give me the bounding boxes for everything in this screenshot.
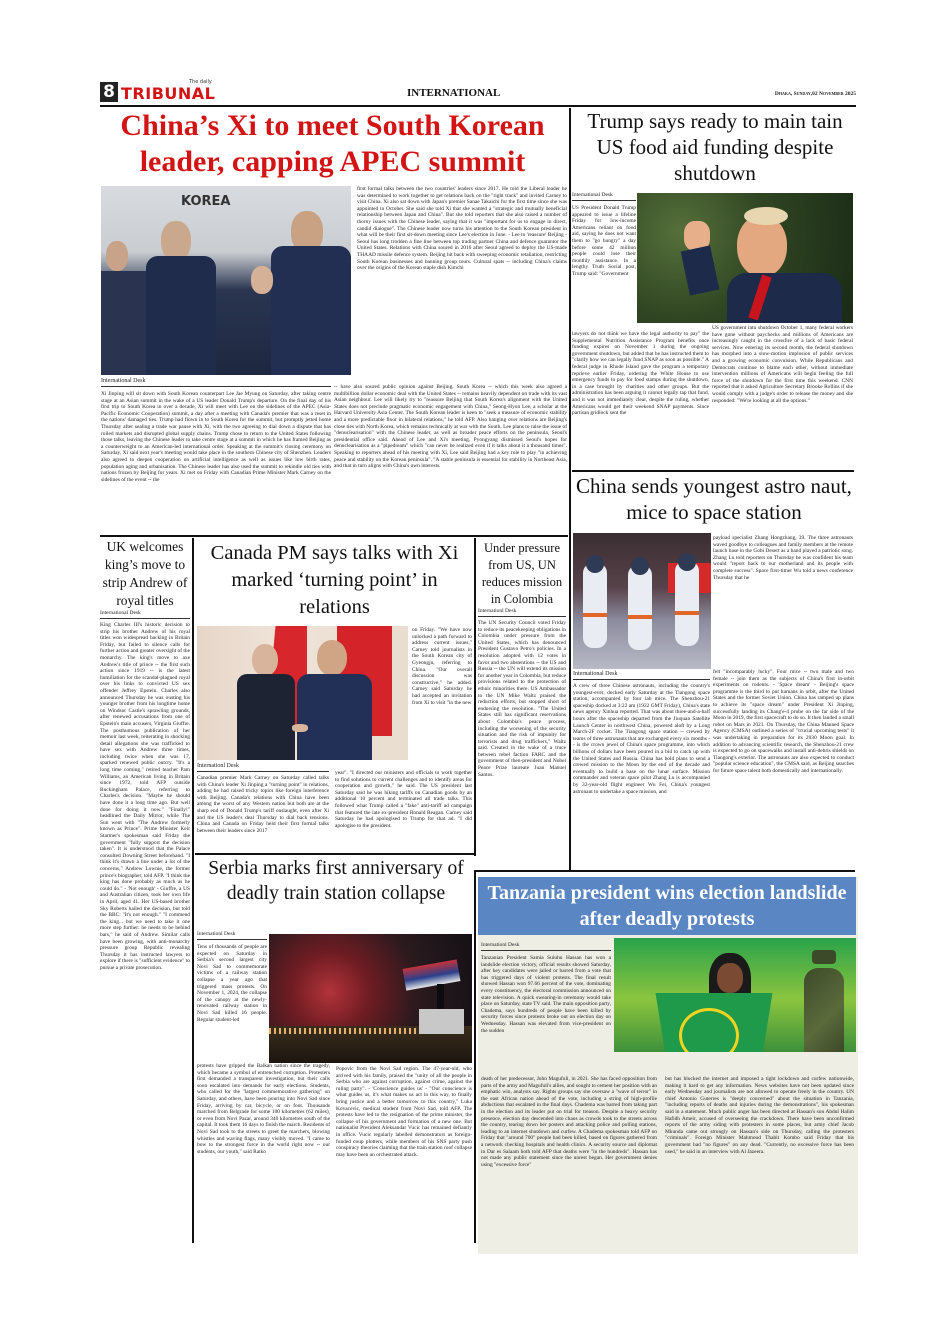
serbia-desk-label: Internationl Desk xyxy=(197,931,267,940)
carney-xi-handshake-photo xyxy=(197,626,408,760)
trump-bottom-rule xyxy=(572,470,854,472)
tanzania-body-left: death of her predecessor, John Magufuli, in 2021. She has faced opposition from parts of the army and Magufuli's allies, and sought to cement her position with an emphatic win, analysts say. Rights groups say she oversaw a "wave of terror" in the east African nation ahead of the vote, including a string of high-profile abductions that escalated in the final days. Chadema was barred from taking part in the election and its leader put on trial for treason. Despite a heavy security presence, election day descended into chaos as crowds took to the streets across the country, tearing down her posters and attacking police and polling stations, leading to an internet shutdown and curfew. A Chadema spokesman told AFP on Friday that "around 700" people had been killed, based on figures gathered from a network checking hospitals and health clinics. A security source and diplomat in Dar es Salaam both told AFP that deaths were "in the hundreds". Hassan has not made any public statement since the unrest began. Her government denies using "excessive force" xyxy=(481,1076,657,1168)
xi-body-left: Xi Jinping will sit down with South Korean counterpart Lee Jae Myung on Saturday, after taking centre stage at an Asian summit in the wake of a US leader Donald Trump's departure. On the final day of his first trip to South Korea in over a decade, Xi will meet with Lee on the sidelines of the APEC (Asia-Pacific Economic Cooperation) summit, a day after a meeting with Canada's premier that was a reset in the nations' damaged ties. Trump had flown in to South Korea for the summit, but promptly jetted home Thursday after sealing a trade war pause with Xi, with the two agreeing to dial down a dispute that has roiled markets and disrupted global supply chains. Trump chose to return to the United States following those talks, leaving the Chinese leader to take centre stage at a summit in which he has framed Beijing as a counterweight to an American-led international order. Speaking at the summit's closing ceremony on Saturday, Xi said next year's meeting would take place in the southern Chinese city of Shenzhen. Leaders also agreed to deepen cooperation on artificial intelligence as well as issues like low birth rates, population aging and urbanisation. The Chinese leader has also used the summit to rekindle old ties with nations frozen by Beijing for years. Xi met on Friday with Canadian Prime Minister Mark Carney on the sidelines of the event -- the xyxy=(101,391,331,483)
xi-body-mid: -- have also soured public opinion against Beijing. South Korea -- which this week also agreed a multibillion dollar economic deal with the United States -- remains heavily dependent on trade with its vast Asian neighbour. Lee will likely try to "reassure Beijing that South Korea's alignment with the United States does not preclude pragmatic economic engagement with China," Seong-Hyon Lee, a scholar at the Harvard University Asia Center. The South Korean leader is keen to "seek a measure of economic stability and a more predictable floor in bilateral relations," he told AFP. Also hanging over relations are Beijing's close ties with North Korea, which remains technically at war with the South. Lee plans to raise the issue of "denuclearisation" with the Chinese leader, as well as broader peace efforts on the peninsula, Seoul's presidential office said. Ahead of Lee and Xi's meeting, Pyongyang dismissed Seoul's hopes for denuclearisation as a "pipedream" which "can never be realized even if it talks about it a thousand times". Speaking to reporters ahead of his meeting with Xi, Lee said Beijing had a key role to play "in achieving peace and stability on the Korean peninsula". "A stable peninsula is essential for stability in Northeast Asia, and that in turn aligns with China's own interests. xyxy=(334,384,567,470)
trump-fist-photo xyxy=(637,193,853,323)
serbia-body-narrow: Tens of thousands of people are expected on Saturday in Serbia's second largest city Novi Sad to commemorate victims of a railway station collapse a year ago that triggered mass protests. On November 1, 2024, the collapse of the canopy at the newly-renovated railway station in Novi Sad killed 16 people. Regular student-led xyxy=(197,944,267,1023)
colombia-headline: Under pressure from US, UN reduces mission in Colombia xyxy=(481,541,563,606)
space-body-right: felt "incomparably lucky". Four mice -- two male and two female -- join them as the subjects of China's first in-orbit experiments on rodents. - 'Space dream' - Beijing's space programme is the third to put humans in orbit, after the United States and the former Soviet Union. China has ramped up plans to achieve its "space dream" under President Xi Jinping, successfully landing its Chang'e-4 probe on the far side of the Moon in 2019, the first spacecraft to do so. It then landed a small robot on Mars in 2021. On Thursday, the China Manned Space Agency (CMSA) outlined a series of "crucial upcoming tests" it was undertaking in preparation for its 2030 Moon goal. In addition to advancing scientific research, the Shenzhou-21 crew is expected to go on spacewalks and install anti-debris shields on Tiangong's exterior. The astronauts are also expected to conduct "popular science education", the CMSA said, as Beijing searches for future space talent both domestically and internationally. xyxy=(713,669,854,774)
novi-sad-protest-photo xyxy=(269,934,472,1063)
trump-headline: Trump says ready to main tain US food aid funding despite shutdown xyxy=(587,109,843,185)
uk-headline: UK welcomes king’s move to strip Andrew of royal titles xyxy=(102,539,188,608)
serbia-divider xyxy=(474,870,476,1243)
space-body-left: A crew of three Chinese astronauts, including the country's youngest-ever, docked early Saturday at the Tiangong space station, accompanied by four lab mice. The Shenzhou-21 spaceship docked at 3:22 am (1922 GMT Friday), China's state news agency Xinhua reported. That was about three-and-a-half hours after the spaceship departed from the Jiuquan Satellite Launch Center in northwest China, powered aloft by a Long March-2F rocket. The Tiangong space station -- crewed by teams of three astronauts that are exchanged every six months -- is the crown jewel of China's space programme, into which billions of dollars have been poured in a bid to catch up with the United States and Russia. China has bold plans to send a crewed mission to the Moon by the end of the decade and eventually to build a base on the lunar surface. Mission commander and veteran space pilot Zhang Lu is accompanied by 32-year-old flight engineer Wu Fei, China's youngest astronaut to undertake a space mission, and xyxy=(573,683,710,795)
trump-body-left: lawyers do not think we have the legal authority to pay" the Supplemental Nutrition Assistance Program benefits once funding expires on November 1 during the ongoing government shutdown, but added that he has instructed them to "clarify how we can legally fund SNAP as soon as possible." A federal judge in Rhode Island gave the program a temporary reprieve earlier Friday, ordering the White House to use emergency funds to pay for food stamps during the shutdown, in a case brought by charities and other groups. But the administration has been arguing it cannot legally tap that fund, and it was not immediately clear, despite the ruling, whether Americans would get their weekend SNAP payments. Since partisan gridlock sent the xyxy=(572,331,709,417)
lee-xi-korea-photo: KOREA xyxy=(101,186,351,375)
dateline: Dhaka, Sunday,02 November 2025 xyxy=(774,91,856,97)
tanzania-desk-label: Internationl Desk xyxy=(481,942,611,951)
canada-body-left: Canadian premier Mark Carney on Saturday called talks with China's leader Xi Jinping a "turning point" in relations, adding he had raised tricky topics like foreign interference with Beijing. Canada's relations with China have been among the worst of any Western nation but both are at the sharp end of Donald Trump's tariff onslaught, even after Xi and the US leader's deal Thursday to dial back tensions. China and Canada on Friday held their first formal talks between their leaders since 2017 xyxy=(197,775,329,834)
xi-body-top-right: first formal talks between the two countries' leaders since 2017. He told the Liberal leader he was determined to work together to get relations back on the "right track" and invited Carney to visit China. Xi also sat down with Japan's premier Sanae Takaichi for the first time since she was appointed in October. She said she told Xi that she wanted a "strategic and mutually beneficial relationship between Japan and China". But she told reporters that she also raised a number of thorny issues with the Chinese leader, saying that it was "important for us to engage in direct, candid dialogue". The Chinese leader now turns his attention to the South Korean president in what will be their first sit-down meeting since Lee's election in June. - Lee to 'reassure' Beijing - Seoul has long trodden a fine line between top trading partner China and defence guarantor the United States. Relations with China soured in 2016 after Seoul agreed to deploy the US-made THAAD missile defence system. Beijing hit back with sweeping economic retaliation, restricting South Korean businesses and banning group tours. Cultural spats -- including China's claims over the origins of the Korean staple dish Kimchi xyxy=(357,186,567,272)
uk-divider xyxy=(192,538,194,1243)
xi-desk-label: International Desk xyxy=(101,378,331,387)
space-body-side: payload specialist Zhang Hongzhang, 39. The three astronauts waved goodbye to colleagues and family members at the remote launch base in the Gobi Desert as a band played a patriotic song. Zhang Lu told reporters on Thursday he was confident his team would "report back to our motherland and its people with complete success". Space first-timer Wu told a news conference Thursday that he xyxy=(713,535,853,581)
masthead xyxy=(100,79,856,104)
page-number: 8 xyxy=(100,82,118,102)
astronauts-photo xyxy=(573,533,711,669)
canada-body-right: year". "I directed our ministers and officials to work together to find solutions to current challenges and to identify areas for cooperation and growth," he said. The US president last Saturday said he was hiking tariffs on Canadian goods by an additional 10 percent and terminated all trade talks. This followed what Trump called a "fake" anti-tariff ad campaign that featured the late ex-president Ronald Reagan. Carney said Saturday he had apologised to Trump for that ad. "I did apologise to the president. xyxy=(335,770,472,829)
trump-body-right: US government into shutdown October 1, many federal workers have gone without paychecks and millions of Americans are increasingly caught in the crossfire of a lack of basic federal services. Now entering its second month, the federal shutdown has morphed into a slow-motion implosion of public services and a growing economic convulsion. While Republicans and Democrats continue to blame each other, without immediate intervention millions of Americans will begin feeling the full force of the shutdown for the first time this weekend. CNN reported that it asked Agriculture Secretary Brooke Rollins if she would comply with a judge's order to release the money and she responded: "We're looking at all the options." xyxy=(712,325,853,404)
logo xyxy=(121,79,251,103)
trump-body-narrow: US President Donald Trump appeared to issue a lifeline Friday for low-income Americans reliant on food aid, saying he does not want them to "go hungry" a day before some 42 million people could lose their monthly assistance. In a lengthy Truth Social post, Trump said: "Government xyxy=(572,205,636,277)
logo-small-text: The daily xyxy=(189,79,212,85)
space-desk-label: International Desk xyxy=(573,671,710,680)
colombia-desk-label: Internationl Desk xyxy=(478,608,566,617)
canada-headline: Canada PM says talks with Xi marked ‘turning point’ in relations xyxy=(210,542,459,618)
space-headline: China sends youngest astro naut, mice to space station xyxy=(576,474,852,524)
uk-body: King Charles III's historic decision to strip his brother Andrew of his royal titles won widespread backing in Britain Friday, but failed to silence calls for further action and greater oversight of the monarchy. The king's move to axe Andrew's title of prince -- the first such action since 1919 -- is the latest humiliation for the scandal-plagued royal over his links to convicted US sex offender Jeffrey Epstein. Charles also announced Thursday he was ousting his younger brother from his longtime home on Windsor Castle's sprawling grounds, after renewed accusations from one of Epstein's main accusers, Virginia Giuffre. The posthumous publication of her memoir last week, reiterating in shocking detail allegations she was trafficked to have sex with Andrew three times, including twice when she was 17, sparked renewed public outcry. "It's a long time coming," retired teacher Pam Williams, an American living in Britain since 1972, told AFP outside Buckingham Palace, referring to Charles's decision. "Maybe he should have done it a long time ago. But well done for doing it now." "Finally!" headlined the Daily Mirror, while The Sun went with "The Andrew formerly known as Prince". Prime Minister Keir Starmer's spokesman said Friday the government "fully support the decision taken". It is understood that the Palace consulted Downing Street beforehand. "I think it's drawn a line under a lot of the concerns," Andrew Lownie, the former prince's biographer, told AFP. "I think the king has done probably as much as he could do." - 'Not enough' - Giuffre, a US and Australian citizen, took her own life in April, aged 41. Her US-based brother Sky Roberts hailed the decision, but told the BBC: "It's not enough." "I commend the king... but we need to take it one more step further: he needs to be behind bars," he said of Andrew. Similar calls have been growing, with anti-monarchy pressure group Republic revealing Thursday it has instructed lawyers to explore if there is "sufficient evidence" to pursue a private prosecution. xyxy=(100,622,190,971)
serbia-body-right: Popovic from the Novi Sad region. The 47-year-old, who arrived with his family, praised the "unity of all the people in Serbia who are against corruption, against crime, against the ruling party". - 'Conscience guides us' - "Our conscience is what guides us, it's what makes us act in this way, to finally bring justice and a better tomorrow to this country," Luka Kovacevic, medical student from Novi Sad, told AFP. The protests have led to the resignation of the prime minister, the collapse of his government and formation of a new one. But nationalist President Aleksandar Vucic has remained defiantly in office. Vucic regularly labelled demonstrators as foreign-funded coup plotters, while members of his SNS party push conspiracy theories claiming that the train station roof collapse may have been an orchestrated attack. xyxy=(336,1066,472,1158)
right-column-rule xyxy=(475,870,855,872)
canada-divider xyxy=(474,538,476,856)
xi-headline: China’s Xi to meet South Korean leader, capping APEC summit xyxy=(120,109,545,178)
serbia-headline: Serbia marks first anniversary of deadly train station collapse xyxy=(208,858,464,904)
tanzania-headline: Tanzania president wins election landslide after deadly protests xyxy=(487,882,847,930)
section-title: INTERNATIONAL xyxy=(407,87,501,99)
canada-desk-label: Internationl Desk xyxy=(197,763,329,772)
tanzania-body-right: but has blocked the internet and imposed a tight lockdown and curfew nationwide, making it hard to get any information. News websites have not been updated since early Wednesday and journalists are not allowed to operate freely in the country. UN chief Antonio Guterres is "deeply concerned" about the situation in Tanzania, "including reports of deaths and injuries during the demonstrations", his spokesman said in a statement. Much public anger has been directed at Hassan's son Abdul Halim Hafidh Ameir, accused of overseeing the crackdown. There have been unconfirmed reports of the army siding with protesters in some places, but army chief Jacob Mkunda came out strongly on Hassan's side on Thursday, calling the protesters "criminals". Foreign Minister Mahmoud Thabit Kombo said Friday that his government had "no figures" on any dead. "Currently, no excessive force has been used," he said in an interview with Al Jazeera. xyxy=(665,1076,854,1155)
column-divider xyxy=(569,108,571,870)
canada-bottom-rule xyxy=(195,853,475,855)
colombia-body: The UN Security Council voted Friday to reduce its peacekeeping obligations in Colombia under pressure from the United States, which has denounced President Gustavo Petro's policies. In a resolution adopted with 12 votes in favor and two abstentions -- the US and Russia -- the UN will extend its mission for another year in Colombia, but reduce provisions related to the protection of ethnic minorities there. US Ambassador to the UN Mike Waltz praised the reduction efforts, but stopped short of endorsing the resolution. "The United States still has significant reservations about Colombia's peace process, including the worsening of the security situation and the risk of impunity for terrorists and drug traffickers," Waltz said. Created in the wake of a truce between rebel faction FARC and the government of then-president and Nobel Peace Prize laureate Juan Manuel Santos. xyxy=(478,620,566,778)
tanzania-body-narrow: Tanzanian President Samia Suluhu Hassan has won a landslide election victory, official results showed Saturday, after key candidates were jailed or barred from a vote that has triggered days of violent protests. The final result showed Hassan won 97.66 percent of the vote, dominating every constituency, the electoral commission announced on state television. A quick swearing-in ceremony would take place on Saturday, state TV said. The main opposition party, Chadema, says hundreds of people have been killed by security forces since protests broke out on election day on Wednesday. Hassan was elevated from vice-president on the sudden xyxy=(481,955,611,1034)
uk-desk-label: International Desk xyxy=(100,610,190,619)
xi-bottom-rule xyxy=(100,535,568,537)
masthead-rule xyxy=(100,105,856,107)
serbia-body-left: protests have gripped the Balkan nation since the tragedy, which became a symbol of entrenched corruption. Protesters first demanded a transparent investigation, but their calls soon escalated into demands for early elections. Students, who called for the "largest commemorative gathering" on Saturday, and others, have been pouring into Novi Sad since Friday, arriving by car, bicycle, or on foot. Thousands marched from Belgrade for some 100 kilometres (62 miles), or even from Novi Pazar, around 340 kilometres south of the capital. It took them 16 days to finish the march. Residents of Novi Sad took to the streets to greet the marchers, blowing whistles and waving flags, many visibly moved. "I came to bow to the strongest force in the world right now -- our students, our youth," said Ratko xyxy=(197,1063,330,1155)
trump-desk-label: International Desk xyxy=(572,192,636,201)
canada-body-side: on Friday. "We have now unlocked a path forward to address current issues," Carney told journalists in the South Korean city of Gyeongju, referring to China. "Our overall discussion was constructive," he added. Carney said Saturday he had accepted an invitation from Xi to visit "in the new xyxy=(412,627,472,706)
logo-text: TRIBUNAL xyxy=(121,84,216,103)
